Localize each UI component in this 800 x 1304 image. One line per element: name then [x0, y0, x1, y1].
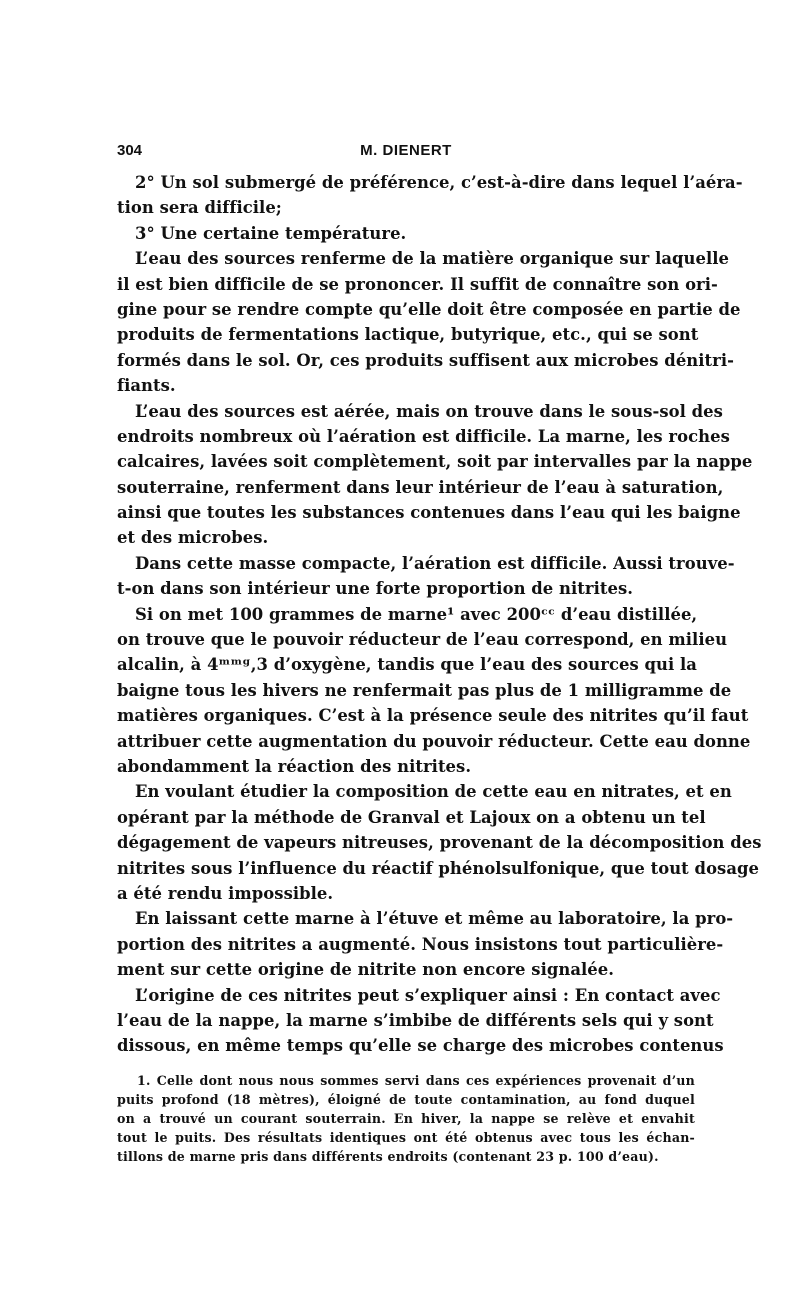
text-line: 2° Un sol submergé de préférence, c’est-à-dire dans lequel l’aéra- [135, 173, 743, 192]
text-line: gine pour se rendre compte qu’elle doit être composée en partie de [117, 299, 741, 319]
text-line: on trouve que le pouvoir réducteur de l’eau correspond, en milieu [117, 630, 728, 650]
text-line: attribuer cette augmentation du pouvoir réducteur. Cette eau donne [117, 731, 751, 751]
footnote-line: puits profond (18 mètres), éloigné de toute contamination, au fond duquel [117, 1091, 695, 1107]
page-header [117, 138, 695, 164]
text-line: baigne tous les hivers ne renfermait pas plus de 1 milligramme de [117, 680, 732, 700]
text-line: matières organiques. C’est à la présence seule des nitrites qu’il faut [117, 706, 749, 726]
text-line: produits de fermentations lactique, butyrique, etc., qui se sont [117, 325, 699, 345]
text-line: tion sera difficile; [117, 198, 282, 218]
text-line: nitrites sous l’influence du réactif phénolsulfonique, que tout dosage [117, 858, 759, 878]
text-line: L’eau des sources est aérée, mais on trouve dans le sous-sol des [135, 401, 723, 421]
text-line: dissous, en même temps qu’elle se charge des microbes contenus [117, 1036, 724, 1056]
footnote-line: on a trouvé un courant souterrain. En hiver, la nappe se relève et envahit [117, 1111, 695, 1127]
text-line: L’origine de ces nitrites peut s’expliquer ainsi : En contact avec [135, 985, 721, 1005]
text-line: En voulant étudier la composition de cette eau en nitrates, et en [135, 782, 732, 802]
text-line: fiants. [117, 376, 176, 396]
text-line: En laissant cette marne à l’étuve et même au laboratoire, la pro- [135, 909, 734, 929]
text-line: formés dans le sol. Or, ces produits suffisent aux microbes dénitri- [117, 350, 734, 370]
page-number: 304 [117, 142, 143, 159]
text-line: il est bien difficile de se prononcer. Il suffit de connaître son ori- [117, 274, 718, 294]
book-page [117, 138, 762, 1167]
body-text [117, 170, 762, 1059]
text-line: dégagement de vapeurs nitreuses, provenant de la décomposition des [117, 833, 762, 853]
text-line: ainsi que toutes les substances contenues dans l’eau qui les baigne [117, 503, 741, 523]
footnote-line: tillons de marne pris dans différents endroits (contenant 23 p. 100 d’eau). [117, 1149, 659, 1165]
text-line: Si on met 100 grammes de marne¹ avec 200ᶜᶜ d’eau distillée, [135, 604, 698, 624]
running-title: M. DIENERT [360, 142, 452, 159]
text-line: souterraine, renferment dans leur intérieur de l’eau à saturation, [117, 477, 724, 497]
text-line: portion des nitrites a augmenté. Nous insistons tout particulière- [117, 934, 724, 954]
footnotes [117, 1071, 695, 1167]
text-line: alcalin, à 4ᵐᵐᵍ,3 d’oxygène, tandis que l’eau des sources qui la [117, 655, 697, 675]
text-line: L’eau des sources renferme de la matière organique sur laquelle [135, 249, 730, 269]
text-line: a été rendu impossible. [117, 883, 334, 903]
footnote-line: 1. Celle dont nous nous sommes servi dans ces expériences provenait d’un [137, 1072, 695, 1088]
text-line: calcaires, lavées soit complètement, soit par intervalles par la nappe [117, 452, 753, 472]
text-line: ment sur cette origine de nitrite non encore signalée. [117, 960, 614, 980]
text-line: opérant par la méthode de Granval et Lajoux on a obtenu un tel [117, 807, 706, 827]
footnote-line: tout le puits. Des résultats identiques ont été obtenus avec tous les échan- [117, 1130, 695, 1146]
text-line: Dans cette masse compacte, l’aération est difficile. Aussi trouve- [135, 553, 735, 573]
text-line: abondamment la réaction des nitrites. [117, 756, 472, 776]
text-line: t-on dans son intérieur une forte proportion de nitrites. [117, 579, 633, 599]
text-line: 3° Une certaine température. [135, 223, 407, 243]
text-line: et des microbes. [117, 528, 269, 548]
text-line: l’eau de la nappe, la marne s’imbibe de différents sels qui y sont [117, 1010, 714, 1030]
text-line: endroits nombreux où l’aération est difficile. La marne, les roches [117, 426, 730, 446]
